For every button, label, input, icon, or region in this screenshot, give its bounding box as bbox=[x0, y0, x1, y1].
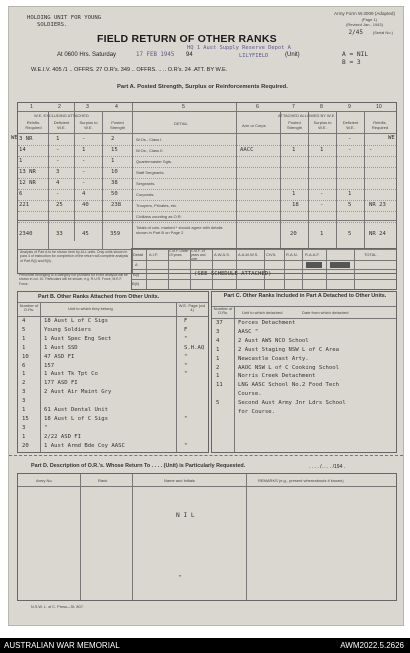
part-b-n-cell: 6 bbox=[22, 362, 26, 369]
part-a-left-cell: 10 bbox=[111, 169, 118, 175]
part-b-unit-cell: 1 Aust Tk Tpt Co bbox=[44, 371, 98, 378]
part-b-unit-cell: 18 Aust L of C Sigs bbox=[44, 415, 108, 422]
an-hdr-aif: A.I.F. bbox=[149, 252, 159, 257]
col-num-6: 6 bbox=[256, 104, 259, 110]
part-a-title: Part A. Posted Strength, Surplus or Reinforcements Required. bbox=[117, 84, 288, 90]
part-a-right-cell: 1 bbox=[320, 147, 324, 153]
totals-detail: Totals of cols. marked * should agree with details shown in Part B on Page 2 bbox=[136, 225, 223, 235]
at-hours-line: At 0600 Hrs. Saturday bbox=[57, 52, 117, 58]
archive-reference: AWM2022.5.2626 bbox=[340, 641, 404, 650]
part-a-left-cell: - bbox=[56, 147, 60, 153]
part-b-n-cell: 3 bbox=[22, 389, 26, 396]
analysis-note-2: Personnel belonging to a category not provided for in the analysis will be shown in col. 10. Particulars will be shown, e.g. R.U.R. Force, M.E.F. Force. bbox=[19, 273, 128, 286]
part-a-row-line bbox=[18, 145, 396, 146]
part-b-unit-cell: 1 Aust SSD bbox=[44, 344, 78, 351]
part-c-hdr-number: Number of O.Rs. bbox=[213, 306, 233, 316]
part-b-unit-cell: 61 Aust Dental Unit bbox=[44, 407, 108, 413]
part-a-row-line bbox=[18, 167, 396, 168]
total-posted: 359 bbox=[110, 231, 121, 237]
col-num-4: 4 bbox=[115, 104, 118, 110]
part-c-n-cell: 2 bbox=[216, 364, 220, 371]
an-hdr-cmf-over: C.M.F. 19 years and over bbox=[191, 249, 206, 261]
part-c-unit-cell: for Course. bbox=[238, 409, 276, 415]
archive-footer bbox=[0, 638, 410, 653]
part-d-table bbox=[17, 473, 397, 601]
part-a-right-cell: 18 bbox=[292, 202, 299, 208]
an-hdr-civil: CIVIL bbox=[266, 252, 277, 257]
part-b-unit-cell: 1 Aust Spec Eng Sect bbox=[44, 335, 112, 342]
form-revised: (Revised Jan., 1943) bbox=[346, 22, 383, 27]
hdr-surplus: Surplus to W.E. bbox=[79, 120, 98, 130]
part-b-p-cell: " bbox=[184, 362, 188, 369]
part-a-left-cell: 38 bbox=[111, 180, 118, 186]
form-number: Army Form W.3009 (Adapted) bbox=[333, 11, 395, 16]
part-c-hdr-date: Date from which detached bbox=[302, 310, 349, 315]
year-suffix: 94 bbox=[186, 52, 193, 58]
part-b-title: Part B. Other Ranks Attached from Other Units. bbox=[38, 294, 160, 300]
part-b-p-cell: " bbox=[184, 353, 188, 360]
part-c-table bbox=[211, 291, 397, 453]
hdr-arm: Arm or Corps bbox=[242, 123, 266, 128]
part-d-hdr-name: Name and Initials bbox=[164, 478, 195, 483]
part-b-unit-cell: 177 ASD FI bbox=[44, 380, 78, 387]
total-reinfts: 2340 bbox=[19, 231, 33, 237]
left-group-header: W.E. EXCLUDING ATTACHED bbox=[34, 113, 89, 118]
part-b-n-cell: 5 bbox=[22, 326, 26, 333]
part-b-p-cell: F bbox=[184, 318, 188, 324]
part-b-p-cell: F bbox=[184, 326, 188, 333]
an-hdr-cmf-under: C.M.F. Under 19 years bbox=[169, 249, 189, 257]
part-a-left-cell: 6 bbox=[19, 191, 23, 197]
part-b-n-cell: 1 bbox=[22, 335, 26, 342]
part-c-unit-cell: LNG AASC School No.2 Food Tech bbox=[238, 382, 340, 389]
part-a-left-cell: - bbox=[56, 191, 60, 197]
part-c-n-cell: 3 bbox=[216, 328, 220, 335]
an-row-bii: B(ii) bbox=[132, 281, 140, 286]
part-a-left-cell: 13 NR bbox=[19, 169, 36, 175]
serial-number: 2/45 bbox=[348, 29, 363, 36]
part-a-left-cell: 4 bbox=[82, 191, 86, 197]
part-a-left-cell: 50 bbox=[111, 191, 118, 197]
part-d-title: Part D. Description of O.R.'s. Whose Return To . . . . (Unit) is Particularly Requested. bbox=[31, 463, 246, 469]
part-c-n-cell: 1 bbox=[216, 373, 220, 380]
part-c-unit-cell: Newcastle Coast Arty. bbox=[238, 355, 309, 362]
an-hdr-aamws: A.A.M.W.S. bbox=[238, 252, 259, 257]
an-hdr-detail: Detail bbox=[133, 252, 144, 257]
part-c-unit-cell: Forces Detachment bbox=[238, 320, 296, 326]
side-mark-left: WE bbox=[11, 135, 18, 141]
hdr-r-reinfts: Reinfts. Required bbox=[371, 120, 389, 130]
hdr-reinfts: Reinfts. Required bbox=[25, 120, 42, 130]
part-a-left-cell: - bbox=[82, 169, 86, 175]
analysis-notes bbox=[18, 249, 132, 273]
col-num-2: 2 bbox=[58, 104, 61, 110]
part-a-totals-row bbox=[18, 220, 396, 249]
an-row-a: A bbox=[135, 262, 138, 267]
part-b-n-cell: 10 bbox=[22, 353, 29, 360]
hdr-r-deficient: Deficient W.E. bbox=[342, 120, 359, 130]
part-c-n-cell: 1 bbox=[216, 355, 220, 362]
part-d-date: . . . . /. . . . /194 . bbox=[309, 464, 346, 470]
hdr-deficient: Deficient W.E. bbox=[53, 120, 70, 130]
hdr-r-surplus: Surplus to W.E. bbox=[313, 120, 332, 130]
part-c-n-cell: 11 bbox=[216, 382, 223, 389]
total-r-posted: 20 bbox=[290, 231, 297, 237]
part-a-right-cell: NR 23 bbox=[369, 202, 386, 208]
date-stamp: 17 FEB 1945 bbox=[136, 52, 175, 58]
part-b-n-cell: 3 bbox=[22, 398, 26, 405]
print-note: N.S.W. L. of C. Press—St. 807. bbox=[31, 605, 84, 609]
part-b-n-cell: 15 bbox=[22, 415, 29, 422]
redaction-mark-2 bbox=[330, 262, 350, 268]
part-c-n-cell: 1 bbox=[216, 346, 220, 353]
right-group-header: ATTACHED ALLOWED BY W.E. bbox=[278, 113, 336, 118]
col-num-1: 1 bbox=[30, 104, 33, 110]
part-c-unit-cell: Second Aust Army Jnr Ldrs School bbox=[238, 400, 346, 407]
part-a-left-cell: 12 NR bbox=[19, 180, 36, 186]
col-num-10: 10 bbox=[376, 104, 382, 110]
part-a-right-cell: - bbox=[320, 191, 324, 197]
unit-label: (Unit) bbox=[285, 52, 300, 58]
part-c-unit-cell: AASC " bbox=[238, 328, 259, 335]
part-a-right-cell: 5 bbox=[348, 202, 352, 208]
part-b-hdr-page: W.E. Page (col 4) bbox=[178, 303, 206, 313]
part-b-unit-cell: 157 bbox=[44, 362, 55, 369]
part-b-n-cell: 2 bbox=[22, 380, 26, 387]
total-r-deficient: 5 bbox=[348, 231, 352, 237]
part-a-left-cell: 1 bbox=[111, 158, 115, 164]
part-a-row-line bbox=[18, 211, 396, 212]
part-b-p-cell: S.H.AQ bbox=[184, 344, 205, 351]
part-a-right-cell: 1 bbox=[292, 191, 296, 197]
part-a-left-cell: 2 bbox=[111, 136, 115, 142]
part-d-divider bbox=[9, 455, 403, 456]
part-b-unit-cell: 18 Aust L of C Sigs bbox=[44, 318, 108, 324]
part-d-nil: N I L bbox=[176, 512, 195, 519]
part-c-n-cell: 4 bbox=[216, 337, 220, 344]
an-row-bi: B(i) bbox=[133, 272, 140, 277]
total-surplus: 45 bbox=[82, 231, 89, 237]
ab-a: A = NIL bbox=[342, 51, 369, 58]
an-hdr-ran: R.A.N. bbox=[286, 252, 298, 257]
part-c-unit-cell: Norris Creek Detachment bbox=[238, 373, 316, 380]
col-num-7: 7 bbox=[292, 104, 295, 110]
schedule-attached: (SEE SCHEDULE ATTACHED) bbox=[194, 271, 272, 277]
part-d-hdr-remarks: REMARKS (e.g., present whereabouts if known) bbox=[258, 478, 344, 483]
part-b-n-cell: 1 bbox=[22, 371, 26, 378]
col-num-5: 5 bbox=[182, 104, 185, 110]
part-a-left-cell: 1 bbox=[82, 147, 86, 153]
part-a-left-cell: 1 bbox=[56, 136, 60, 142]
part-a-detail: Quartermaster Sgts. bbox=[136, 159, 173, 164]
part-b-hdr-unit: Unit to which they belong bbox=[68, 306, 113, 311]
form-title: FIELD RETURN OF OTHER RANKS bbox=[97, 33, 277, 45]
part-a-left-cell: 14 bbox=[19, 147, 26, 153]
part-b-unit-cell: 1 Aust Armd Bde Coy AASC bbox=[44, 442, 125, 449]
part-a-right-cell: - bbox=[320, 202, 324, 208]
part-b-unit-cell: Young Soldiers bbox=[44, 326, 92, 333]
total-r-surplus: 1 bbox=[320, 231, 324, 237]
part-b-p-cell: " bbox=[184, 442, 188, 449]
typed-unit-line1: HOLDING UNIT FOR YOUNG bbox=[27, 15, 102, 21]
analysis-grid bbox=[131, 248, 397, 290]
part-a-left-cell: - bbox=[82, 136, 86, 142]
part-a-left-cell: 3 bbox=[56, 169, 60, 175]
col-num-8: 8 bbox=[320, 104, 323, 110]
part-a-detail: Sergeants. bbox=[136, 181, 156, 186]
part-b-unit-cell: 47 ASD FI bbox=[44, 353, 75, 360]
part-b-n-cell: 1 bbox=[22, 407, 26, 413]
an-hdr-awas: A.W.A.S. bbox=[214, 252, 231, 257]
form-page: (Page 1) bbox=[361, 17, 377, 22]
part-a-left-cell: 25 bbox=[56, 202, 63, 208]
part-a-detail: Corporals. bbox=[136, 192, 155, 197]
part-b-n-cell: 20 bbox=[22, 442, 29, 449]
part-c-unit-cell: AAOC NSW L of C Cooking School bbox=[238, 364, 340, 371]
part-a-right-cell: 1 bbox=[292, 147, 296, 153]
part-b-table bbox=[17, 291, 209, 453]
part-b-p-cell: " bbox=[184, 335, 188, 342]
part-d-hdr-rank: Rank bbox=[98, 478, 108, 483]
side-mark-right: WE bbox=[388, 135, 395, 141]
part-c-unit-cell: 2 Aust AWS NCO School bbox=[238, 337, 309, 344]
hdr-r-posted: Posted Strength bbox=[286, 120, 303, 130]
total-deficient: 33 bbox=[56, 231, 63, 237]
part-a-row-line bbox=[18, 178, 396, 179]
part-a-left-cell: - bbox=[82, 158, 86, 164]
detail-header: DETAIL bbox=[174, 121, 188, 126]
part-a-left-cell: 221 bbox=[19, 202, 30, 208]
part-b-p-cell: " bbox=[184, 415, 188, 422]
part-d-hdr-armyno: Army No. bbox=[36, 478, 53, 483]
part-a-left-cell: 1 bbox=[19, 158, 23, 164]
part-a-detail: W.Os., Class II. bbox=[136, 148, 164, 153]
col-num-9: 9 bbox=[348, 104, 351, 110]
part-b-unit-cell: 2/22 ASD FI bbox=[44, 433, 82, 440]
analysis-note-text: Analysis of Part A to be shown here by ALL units. Only units shown in para 4 of instruction for completion of the return will complete analysis of Part B(i) and B(ii). bbox=[20, 250, 129, 263]
part-a-left-cell: 4 bbox=[56, 180, 60, 186]
col-num-3: 3 bbox=[86, 104, 89, 110]
part-c-title: Part C. Other Ranks Included in Part A Detached to Other Units. bbox=[223, 293, 387, 299]
part-a-row-line bbox=[18, 200, 396, 201]
serial-label: (Serial No.) bbox=[372, 30, 393, 35]
part-a-row-line bbox=[18, 156, 396, 157]
unit-stamp: HQ 1 Aust Supply Reserve Depot A bbox=[187, 45, 291, 51]
part-b-p-cell: " bbox=[184, 371, 188, 378]
part-a-right-cell: - bbox=[348, 147, 352, 153]
part-a-left-cell: 3 NR bbox=[19, 136, 33, 142]
part-c-hdr-unit: Unit to which detached bbox=[242, 310, 283, 315]
part-a-left-cell: 40 bbox=[82, 202, 89, 208]
part-c-unit-cell: Course. bbox=[238, 391, 262, 398]
part-b-n-cell: 4 bbox=[22, 318, 26, 324]
part-a-right-cell: - bbox=[348, 136, 352, 142]
part-a-left-cell: - bbox=[82, 180, 86, 186]
an-hdr-total: TOTAL bbox=[364, 252, 377, 257]
part-a-right-cell: AACC bbox=[240, 147, 254, 153]
part-b-n-cell: 3 bbox=[22, 424, 26, 431]
part-a-right-cell: - bbox=[369, 147, 373, 153]
part-a-detail: W.Os., Class I. bbox=[136, 137, 163, 142]
redaction-mark-1 bbox=[306, 262, 322, 268]
place-stamp: LILYFIELD bbox=[239, 53, 269, 59]
part-d-mark: " bbox=[178, 575, 182, 581]
part-a-detail: Staff Sergeants. bbox=[136, 170, 165, 175]
part-a-left-cell: 15 bbox=[111, 147, 118, 153]
hdr-posted: Posted Strength bbox=[109, 120, 126, 130]
part-a-left-cell: - bbox=[56, 158, 60, 164]
part-b-hdr-number: Number of O.Rs. bbox=[19, 303, 39, 313]
part-a-row-line bbox=[18, 189, 396, 190]
total-r-reinfts: NR 24 bbox=[369, 231, 386, 237]
part-c-n-cell: 37 bbox=[216, 320, 223, 326]
part-b-unit-cell: " bbox=[44, 424, 48, 431]
part-a-right-cell: 1 bbox=[348, 191, 352, 197]
part-b-n-cell: 1 bbox=[22, 344, 26, 351]
field-return-form bbox=[8, 6, 404, 626]
an-hdr-raaf: R.A.A.F. bbox=[305, 252, 320, 257]
part-a-detail: Civilians counting as O.R. bbox=[136, 214, 182, 219]
part-b-unit-cell: 2 Aust Air Maint Gry bbox=[44, 389, 112, 396]
part-b-n-cell: 1 bbox=[22, 433, 26, 440]
archive-name: AUSTRALIAN WAR MEMORIAL bbox=[4, 641, 120, 650]
part-a-detail: Troopers, Privates, etc. bbox=[136, 203, 178, 208]
typed-unit-line2: SOLDIERS. bbox=[37, 22, 68, 28]
part-c-n-cell: 5 bbox=[216, 400, 220, 407]
we-line: W.E.I.V. 405 /1 .. OFFRS. 27 O.R's. 349 .. OFFRS. .. .. O.R's. 24 .ATT. BY W.E. bbox=[31, 67, 228, 73]
ab-b: B = 3 bbox=[342, 59, 361, 66]
part-c-unit-cell: 2 Aust Staging NSW L of C Area bbox=[238, 346, 340, 353]
part-a-left-cell: 238 bbox=[111, 202, 122, 208]
